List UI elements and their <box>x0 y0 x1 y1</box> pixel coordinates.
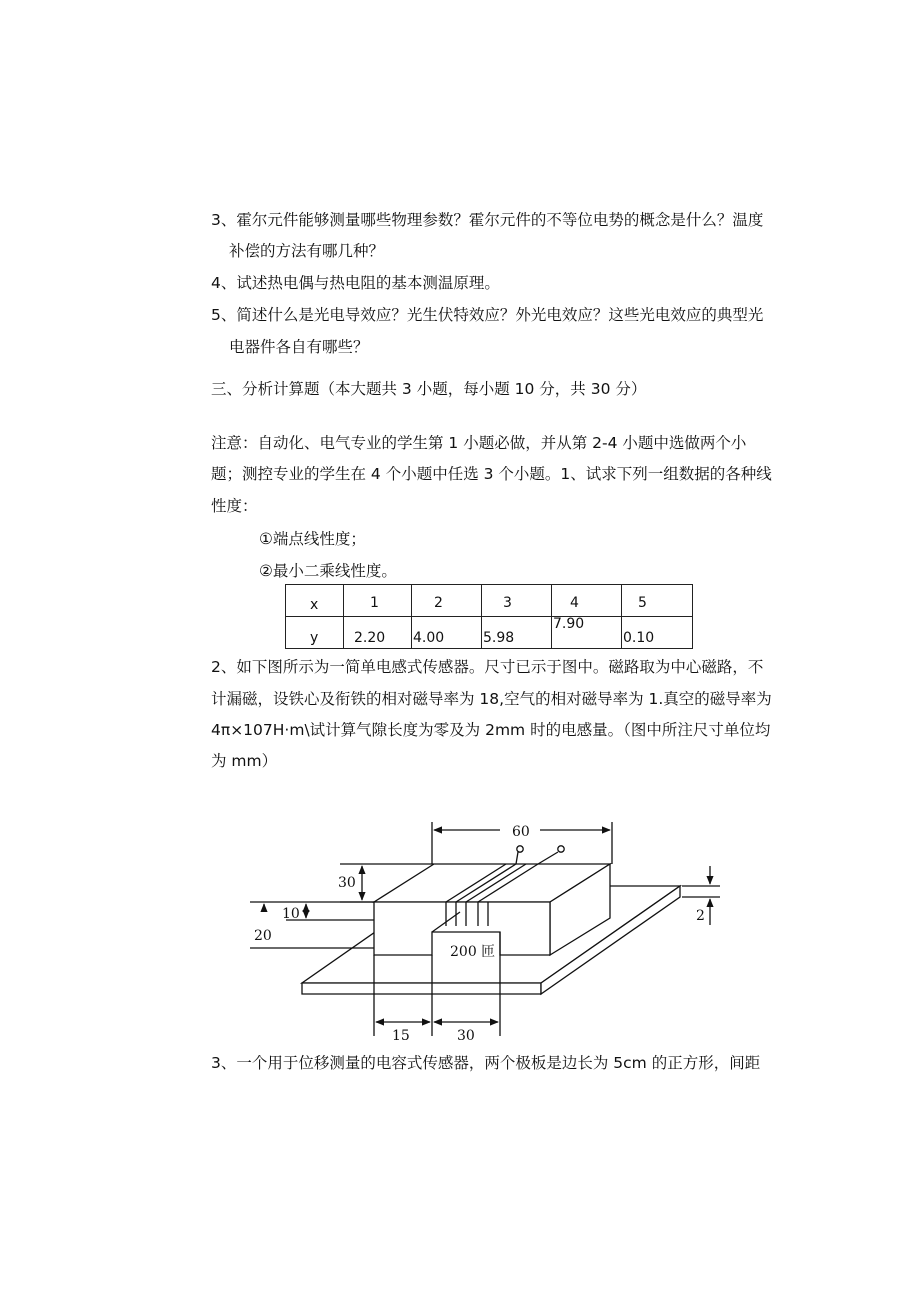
dim-label-30-top: 30 <box>338 875 356 891</box>
dim-label-20: 20 <box>254 928 272 944</box>
dim-label-60: 60 <box>512 824 530 840</box>
question-3-line1: 3、霍尔元件能够测量哪些物理参数？霍尔元件的不等位电势的概念是什么？温度 <box>211 211 764 229</box>
question-2-line4: 为 mm） <box>211 752 278 770</box>
question-3-capacitive-line1: 3、一个用于位移测量的电容式传感器，两个极板是边长为 5cm 的正方形，间距 <box>211 1054 761 1072</box>
item-endpoint-linearity: ①端点线性度； <box>259 530 366 548</box>
question-3-line2: 补偿的方法有哪几种？ <box>229 242 385 260</box>
table-cell: 3 <box>503 595 512 611</box>
dim-label-2: 2 <box>696 908 705 924</box>
table-cell: 2 <box>434 595 443 611</box>
question-5-line2: 电器件各自有哪些？ <box>229 338 369 356</box>
table-cell: 5.98 <box>483 630 515 646</box>
dim-label-15: 15 <box>392 1028 410 1044</box>
dim-label-10: 10 <box>282 906 300 922</box>
question-2-line2: 计漏磁，设铁心及衔铁的相对磁导率为 18,空气的相对磁导率为 1.真空的磁导率为 <box>211 690 772 708</box>
question-2-line1: 2、如下图所示为一简单电感式传感器。尺寸已示于图中。磁路取为中心磁路，不 <box>211 658 764 676</box>
table-cell: 7.90 <box>553 616 585 632</box>
note-line-1: 注意：自动化、电气专业的学生第 1 小题必做，并从第 2-4 小题中选做两个小 <box>211 434 747 452</box>
table-cell: 2.20 <box>354 630 386 646</box>
item-least-squares-linearity: ②最小二乘线性度。 <box>259 562 397 580</box>
table-cell: 5 <box>638 595 647 611</box>
dim-label-30-bottom: 30 <box>457 1028 475 1044</box>
table-cell: x <box>310 597 319 613</box>
table-cell: 4 <box>570 595 579 611</box>
section-3-heading: 三、分析计算题（本大题共 3 小题，每小题 10 分，共 30 分） <box>211 380 647 398</box>
note-line-2: 题；测控专业的学生在 4 个小题中任选 3 个小题。1、试求下列一组数据的各种线 <box>211 465 772 483</box>
question-2-line3: 4π×107H·m\试计算气隙长度为零及为 2mm 时的电感量。（图中所注尺寸单位均 <box>211 721 771 739</box>
question-5-line1: 5、简述什么是光电导效应？光生伏特效应？外光电效应？这些光电效应的典型光 <box>211 306 764 324</box>
table-cell: 0.10 <box>623 630 655 646</box>
coil-turns-label: 200 匝 <box>450 944 496 960</box>
note-line-3: 性度： <box>211 497 258 515</box>
table-cell: y <box>310 630 319 646</box>
table-cell: 4.00 <box>413 630 445 646</box>
data-table <box>285 584 693 649</box>
inductive-sensor-figure <box>240 812 720 1048</box>
table-row <box>286 585 693 617</box>
table-row <box>286 617 693 649</box>
question-4-line1: 4、试述热电偶与热电阻的基本测温原理。 <box>211 274 500 292</box>
table-cell: 1 <box>370 595 379 611</box>
